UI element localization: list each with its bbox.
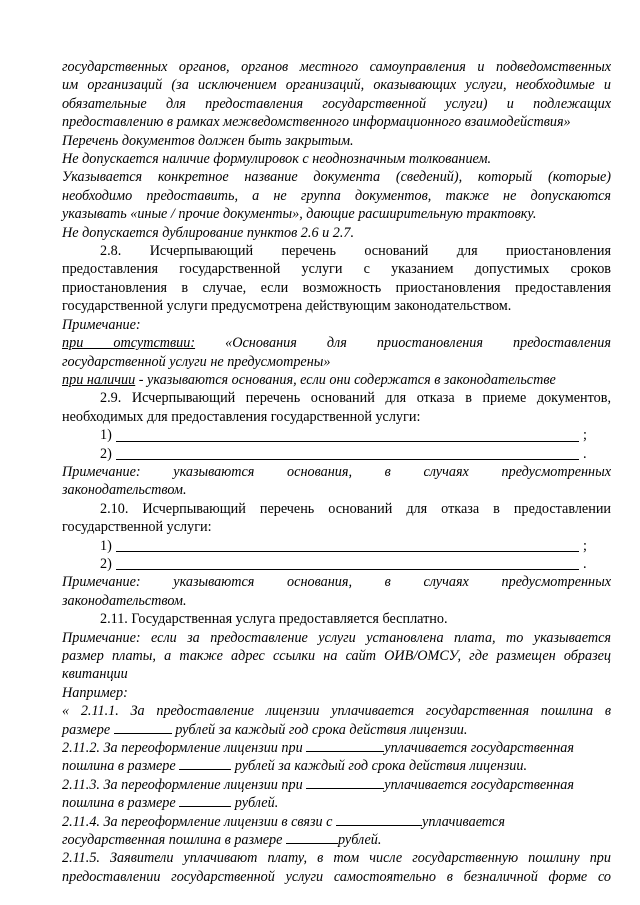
text-line [62, 776, 611, 794]
text-line: Не допускается дублирование пунктов 2.6 и 2.7. [62, 224, 355, 241]
text-fragment: пошлина в размере [62, 758, 176, 775]
text-line [62, 831, 611, 849]
text-line: государственной услуги не предусмотрены» [62, 353, 331, 370]
blank-item-2 [62, 555, 611, 573]
text-line: Например: [62, 684, 128, 701]
text-line: государственной услуги: [62, 519, 212, 536]
text-line: законодательством. [62, 482, 187, 499]
text-line: « 2.11.1. За предоставление лицензии уплачивается государственная пошлина в [62, 703, 611, 720]
text-line: предоставлении государственной услуги самостоятельно в безналичной форме со [62, 868, 611, 885]
text-fragment: 2.11.3. За переоформление лицензии при [62, 776, 303, 793]
fill-line [116, 427, 579, 442]
fill-blank [306, 776, 384, 789]
text-line: указывать «иные / прочие документы», дающие расширительную трактовку. [62, 206, 537, 223]
document-page [62, 58, 611, 886]
text-fragment: рублей. [337, 832, 382, 849]
text-fragment: рублей. [234, 795, 279, 812]
text-line: Не допускается наличие формулировок с неоднозначным толкованием. [62, 151, 492, 168]
text-line: Указывается конкретное название документа (сведений), который (которые) [62, 169, 611, 186]
text-line [62, 334, 611, 352]
fill-line [116, 555, 579, 570]
item-number: 1) [100, 427, 112, 444]
text-line: квитанции [62, 666, 128, 683]
fill-line [116, 537, 579, 552]
fill-line [116, 445, 579, 460]
text-fragment: уплачивается государственная [384, 740, 574, 757]
item-number: 2) [100, 445, 112, 462]
text-fragment: пошлина в размере [62, 795, 176, 812]
text-line: размер платы, а также адрес ссылки на сайт ОИВ/ОМСУ, где размещен образец [62, 648, 611, 664]
text-fragment: уплачивается [422, 813, 505, 830]
text-fragment: «Основания для приостановления предоставления [195, 335, 611, 352]
fill-blank [179, 757, 231, 770]
text-line [62, 721, 611, 739]
text-line [62, 371, 611, 389]
text-line: обязательные для предоставления государственной услуги) и подлежащих [62, 95, 611, 112]
note-label: Примечание: [62, 316, 141, 333]
text-fragment: размере [62, 721, 111, 738]
item-number: 1) [100, 537, 112, 554]
text-fragment: 2.11.4. За переоформление лицензии в связи с [62, 813, 333, 830]
text-line: государственных органов, органов местного самоуправления и подведомственных [62, 59, 611, 75]
text-fragment: государственная пошлина в размере [62, 832, 283, 849]
text-line: Перечень документов должен быть закрытым. [62, 132, 354, 149]
item-number: 2) [100, 555, 112, 572]
fill-blank [114, 721, 172, 734]
text-line: Примечание: указываются основания, в случаях предусмотренных [62, 463, 611, 480]
text-line: законодательством. [62, 592, 187, 609]
text-line: необходимо предоставить, а не группа документов, также не допускаются [62, 187, 611, 204]
text-line [62, 739, 611, 757]
item-end: ; [583, 537, 587, 554]
fill-blank [336, 813, 422, 826]
text-fragment: 2.11.2. За переоформление лицензии при [62, 740, 303, 757]
text-line [62, 794, 611, 812]
item-end: ; [583, 427, 587, 444]
item-end: . [583, 555, 587, 572]
blank-item-2 [62, 445, 611, 463]
note-case-absent: при отсутствии: [62, 335, 196, 352]
blank-item-1 [62, 426, 611, 444]
section-2-11-heading: 2.11. Государственная услуга предоставляется бесплатно. [100, 611, 448, 628]
section-2-8-heading: 2.8. Исчерпывающий перечень оснований для приостановления [100, 243, 611, 260]
text-line: приостановления в случае, если возможность приостановления предоставления [62, 279, 611, 296]
blank-item-1 [62, 537, 611, 555]
fill-blank [179, 794, 231, 807]
text-fragment: рублей за каждый год срока действия лицензии. [234, 758, 528, 775]
text-line: предоставления государственной услуги с указанием допустимых сроков [62, 261, 611, 278]
text-fragment: рублей за каждый год срока действия лицензии. [175, 721, 468, 738]
text-line: им организаций (за исключением организаций, оказывающих услуги, необходимые и [62, 77, 611, 94]
text-line: Примечание: если за предоставление услуги установлена плата, то указывается [62, 629, 611, 646]
text-line: Примечание: указываются основания, в случаях предусмотренных [62, 574, 611, 591]
text-line [62, 813, 611, 831]
text-line: 2.11.5. Заявители уплачивают плату, в том числе государственную пошлину при [62, 850, 611, 867]
text-line: необходимых для предоставления государственной услуги: [62, 408, 421, 425]
fill-blank [306, 739, 384, 752]
text-line [62, 757, 611, 775]
section-2-9-heading: 2.9. Исчерпывающий перечень оснований для отказа в приеме документов, [100, 390, 611, 407]
text-fragment: - указываются основания, если они содержатся в законодательстве [135, 371, 556, 388]
section-2-10-heading: 2.10. Исчерпывающий перечень оснований для отказа в предоставлении [100, 500, 611, 517]
note-case-present: при наличии [62, 371, 136, 388]
text-fragment: уплачивается государственная [384, 776, 574, 793]
item-end: . [583, 445, 587, 462]
text-line: государственной услуги предусмотрена действующим законодательством. [62, 298, 512, 315]
fill-blank [286, 831, 338, 844]
text-line: предоставлению в рамках межведомственного информационного взаимодействия» [62, 114, 571, 131]
